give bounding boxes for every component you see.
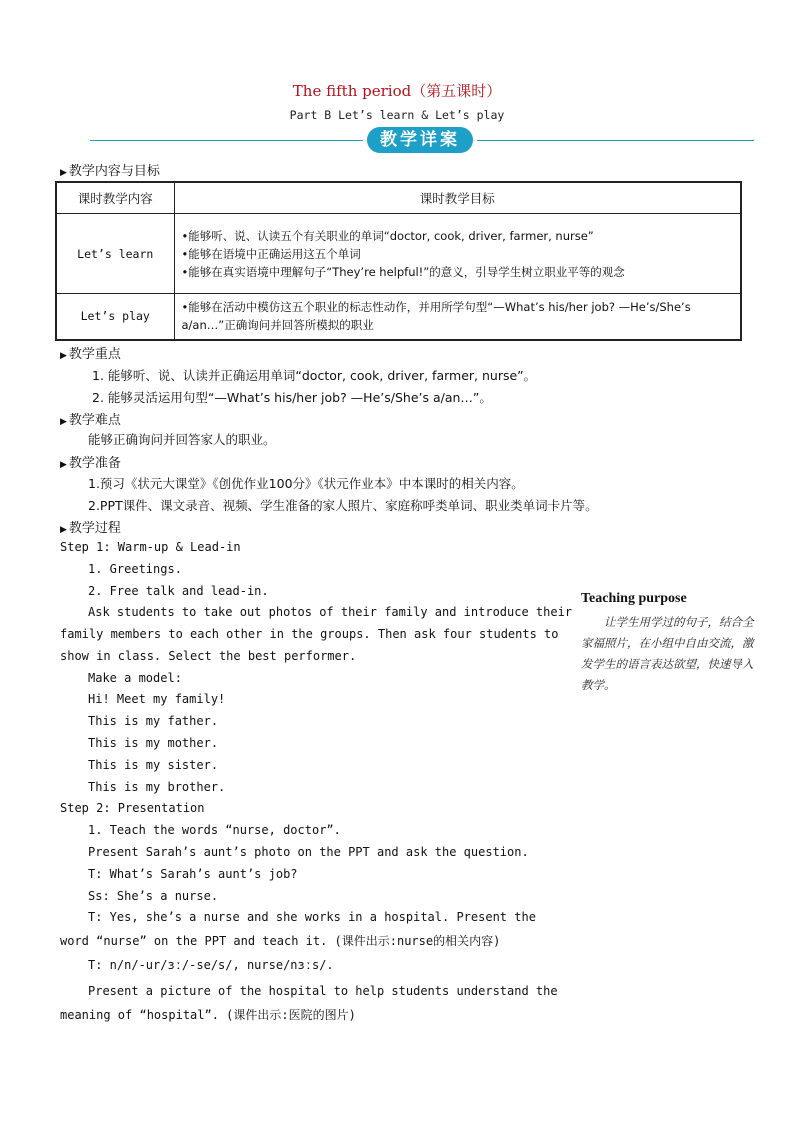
process-line: Present Sarah’s aunt’s photo on the PPT and ask the question. <box>88 845 529 859</box>
section-heading-preparation: ▶ 教学准备 <box>60 456 121 471</box>
table-header-content: 课时教学内容 <box>56 182 174 214</box>
banner-label: 教学详案 <box>367 127 473 153</box>
process-line: Ss: She’s a nurse. <box>88 889 219 903</box>
process-line: word “nurse” on the PPT and teach it. (课件出示:nurse的相关内容) <box>60 934 501 948</box>
table-row <box>56 214 741 294</box>
process-line: 2. Free talk and lead-in. <box>88 584 269 598</box>
process-line: This is my sister. <box>88 758 219 772</box>
goals-table <box>55 181 742 341</box>
section-heading-content-goals: ▶ 教学内容与目标 <box>60 164 160 179</box>
process-line: Present a picture of the hospital to help students understand the <box>88 984 558 998</box>
process-line: Hi! Meet my family! <box>88 692 226 706</box>
table-header-row <box>56 182 741 214</box>
sidebar-title: Teaching purpose <box>581 591 687 606</box>
table-header-goals: 课时教学目标 <box>174 182 741 214</box>
process-line: T: Yes, she’s a nurse and she works in a hospital. Present the <box>88 910 536 924</box>
process-line: T: n/n/-ur/ɜː/-se/s/, nurse/nɜːs/. <box>88 958 334 972</box>
goal-line: •能够听、说、认读五个有关职业的单词“doctor, cook, driver, farmer, nurse” <box>181 228 594 243</box>
goal-line: •能够在真实语境中理解句子“They’re helpful!”的意义，引导学生树立职业平等的观念 <box>181 264 625 279</box>
page-subtitle: Part B Let’s learn & Let’s play <box>289 108 505 122</box>
process-line: T: What’s Sarah’s aunt’s job? <box>88 867 298 881</box>
section-heading-process: ▶ 教学过程 <box>60 521 121 536</box>
sidebar-text: 让学生用学过的句子，结合全家福照片，在小组中自由交流，激发学生的语言表达欲望，快速导入教学。 <box>581 615 754 692</box>
process-line: family members to each other in the groups. Then ask four students to <box>60 627 559 641</box>
row-goals <box>174 294 741 340</box>
page-title: The fifth period（第五课时） <box>292 82 502 100</box>
process-line: Make a model: <box>88 671 182 685</box>
process-line: 1. Greetings. <box>88 562 182 576</box>
triangle-icon: ▶ <box>60 417 67 427</box>
step-heading: Step 2: Presentation <box>60 801 205 815</box>
goal-line: •能够在活动中模仿这五个职业的标志性动作，并用所学句型“—What’s his/her job? —He’s/She’s a/an…”正确询问并回答所模拟的职业 <box>181 300 691 333</box>
process-line: 1. Teach the words “nurse, doctor”. <box>88 823 341 837</box>
section-heading-key-points: ▶ 教学重点 <box>60 347 121 362</box>
triangle-icon: ▶ <box>60 168 67 178</box>
process-line: This is my mother. <box>88 736 219 750</box>
row-goals <box>174 214 741 294</box>
process-line: This is my father. <box>88 714 219 728</box>
preparation-item: 1.预习《状元大课堂》《创优作业100分》《状元作业本》中本课时的相关内容。 <box>88 476 524 491</box>
row-label: Let’s play <box>56 294 174 340</box>
goal-line: •能够在语境中正确运用这五个单词 <box>181 246 361 261</box>
row-label: Let’s learn <box>56 214 174 294</box>
difficulty-text: 能够正确询问并回答家人的职业。 <box>88 432 276 447</box>
key-point-item: 1. 能够听、说、认读并正确运用单词“doctor, cook, driver, farmer, nurse”。 <box>92 368 537 383</box>
process-line: meaning of “hospital”. (课件出示:医院的图片) <box>60 1008 356 1022</box>
key-point-item: 2. 能够灵活运用句型“—What’s his/her job? —He’s/She’s a/an…”。 <box>92 390 492 405</box>
triangle-icon: ▶ <box>60 351 67 361</box>
triangle-icon: ▶ <box>60 460 67 470</box>
process-line: Ask students to take out photos of their family and introduce their <box>88 605 573 619</box>
process-line: This is my brother. <box>88 780 226 794</box>
table-row <box>56 294 741 340</box>
triangle-icon: ▶ <box>60 525 67 535</box>
step-heading: Step 1: Warm-up & Lead-in <box>60 540 241 554</box>
banner <box>363 127 477 153</box>
preparation-item: 2.PPT课件、课文录音、视频、学生准备的家人照片、家庭称呼类单词、职业类单词卡片等。 <box>88 498 598 513</box>
process-line: show in class. Select the best performer. <box>60 649 357 663</box>
section-heading-difficulties: ▶ 教学难点 <box>60 413 121 428</box>
